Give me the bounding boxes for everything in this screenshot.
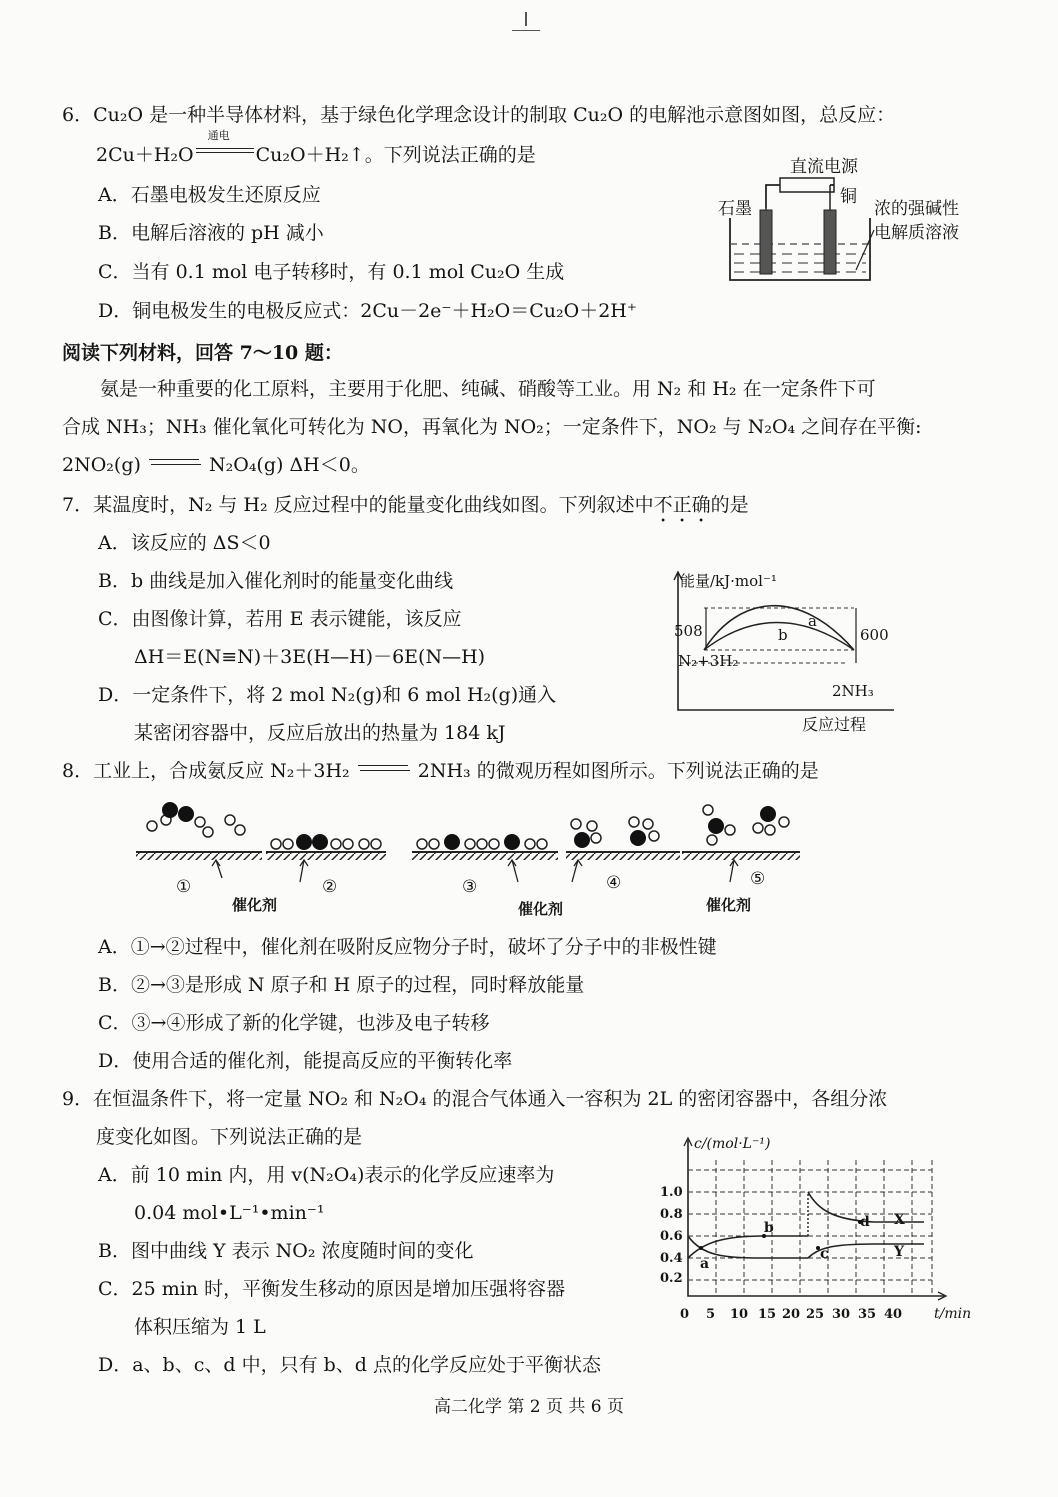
q9-curve-x-label: X — [894, 1212, 905, 1228]
q8-option-b: B．②→③是形成 N 原子和 H 原子的过程，同时释放能量 — [98, 974, 585, 996]
q9-xtick-30: 30 — [832, 1307, 851, 1322]
step-label-3: ③ — [462, 877, 478, 897]
q7-option-b: B．b 曲线是加入催化剂时的能量变化曲线 — [98, 570, 454, 592]
step-label-2: ② — [322, 877, 338, 897]
q7-label-600: 600 — [860, 626, 889, 644]
equilibrium-arrow — [147, 456, 203, 470]
q6-electrolysis-figure — [700, 148, 990, 288]
step2-adsorbed — [271, 834, 381, 850]
q9-concentration-figure — [654, 1130, 984, 1330]
q8-option-a: A．①→②过程中，催化剂在吸附反应物分子时，破坏了分子中的非极性键 — [98, 936, 717, 958]
q9-option-b: B．图中曲线 Y 表示 NO₂ 浓度随时间的变化 — [98, 1240, 474, 1262]
q9-stem-line1: 9．在恒温条件下，将一定量 NO₂ 和 N₂O₄ 的混合气体通入一容积为 2L 的密闭容器中，各组分浓 — [62, 1088, 888, 1110]
step1-molecules — [147, 802, 245, 837]
q9-ytick-10: 1.0 — [660, 1185, 683, 1200]
q9-curve-y-label: Y — [894, 1244, 904, 1260]
q9-point-c: c — [820, 1246, 829, 1262]
copper-electrode — [824, 210, 836, 274]
q9-axes — [688, 1140, 944, 1296]
power-source-box — [780, 178, 834, 192]
q6-graphite-label: 石墨 — [718, 199, 752, 219]
step-label-4: ④ — [606, 873, 622, 893]
q6-electrolyte-label-1: 浓的强碱性 — [874, 199, 959, 219]
q9-curve-y-part1 — [688, 1236, 808, 1258]
q6-option-d: D．铜电极发生的电极反应式：2Cu－2e⁻＋H₂O＝Cu₂O＋2H⁺ — [98, 300, 637, 322]
q6-option-a: A．石墨电极发生还原反应 — [98, 184, 321, 206]
q6-option-c: C．当有 0.1 mol 电子转移时，有 0.1 mol Cu₂O 生成 — [98, 261, 565, 283]
q7-xlabel: 反应过程 — [802, 715, 867, 734]
reading-eq-lhs: 2NO₂(g) — [62, 454, 141, 476]
q9-option-c: C．25 min 时，平衡发生移动的原因是增加压强将容器 — [98, 1278, 566, 1300]
q6-option-b: B．电解后溶液的 pH 减小 — [98, 222, 324, 244]
binding-mark — [512, 8, 540, 31]
q9-xtick-35: 35 — [858, 1307, 877, 1322]
q7-option-d-cont: 某密闭容器中，反应后放出的热量为 184 kJ — [134, 722, 506, 744]
q7-option-c: C．由图像计算，若用 E 表示键能，该反应 — [98, 608, 462, 630]
q6-eq-arrow — [194, 129, 256, 163]
q6-stem-line1: 6．Cu₂O 是一种半导体材料，基于绿色化学理念设计的制取 Cu₂O 的电解池示意图如图，总反应： — [62, 104, 896, 126]
q7-option-c-cont: ΔH＝E(N≡N)＋3E(H—H)－6E(N—H) — [134, 646, 486, 668]
q7-product: 2NH₃ — [832, 682, 874, 700]
reading-para-line3 — [62, 452, 370, 478]
q7-stem — [62, 492, 749, 527]
q7-option-d: D．一定条件下，将 2 mol N₂(g)和 6 mol H₂(g)通入 — [98, 684, 557, 706]
catalyst-surfaces — [136, 852, 800, 860]
q8-option-c: C．③→④形成了新的化学键，也涉及电子转移 — [98, 1012, 490, 1034]
q9-ytick-06: 0.6 — [660, 1229, 683, 1244]
catalyst-label-2: 催化剂 — [518, 900, 564, 918]
step5-nh3-desorbed — [703, 805, 789, 845]
q8-stem-end: 2NH₃ 的微观历程如图所示。下列说法正确的是 — [417, 760, 819, 782]
q9-xtick-10: 10 — [730, 1307, 749, 1322]
q9-ylabel: c/(mol·L⁻¹) — [694, 1136, 771, 1152]
q6-eq-lhs: 2Cu＋H₂O — [96, 144, 194, 166]
q7-stem-emphasis: 不正确 — [653, 494, 711, 516]
q9-option-a: A．前 10 min 内，用 v(N₂O₄)表示的化学反应速率为 — [98, 1164, 555, 1186]
reading-para-line1: 氨是一种重要的化工原料，主要用于化肥、纯碱、硝酸等工业。用 N₂ 和 H₂ 在一定条件下可 — [100, 378, 876, 400]
q9-xlabel: t/min — [934, 1306, 972, 1322]
q6-copper-label: 铜 — [840, 187, 857, 207]
q9-xtick-0: 0 — [680, 1307, 690, 1322]
q6-electrolyte-label-2: 电解质溶液 — [874, 223, 959, 243]
step-label-5: ⑤ — [750, 869, 766, 889]
catalyst-label-1: 催化剂 — [232, 896, 278, 914]
q7-option-a: A．该反应的 ΔS＜0 — [98, 532, 271, 554]
q7-ylabel: 能量/kJ·mol⁻¹ — [680, 572, 777, 590]
catalyst-label-3: 催化剂 — [706, 896, 752, 914]
q9-point-a: a — [700, 1256, 710, 1272]
q9-point-b: b — [764, 1220, 774, 1236]
q7-curve-b-label: b — [778, 626, 788, 644]
reading-eq-rhs: N₂O₄(g) ΔH＜0。 — [209, 454, 370, 476]
q6-power-label: 直流电源 — [790, 157, 858, 177]
q9-ytick-02: 0.2 — [660, 1271, 683, 1286]
q7-energy-figure — [668, 566, 908, 736]
q9-ytick-08: 0.8 — [660, 1207, 683, 1222]
q9-option-a-cont: 0.04 mol•L⁻¹•min⁻¹ — [134, 1202, 325, 1224]
q9-xtick-20: 20 — [782, 1307, 801, 1322]
step3-atoms — [417, 834, 547, 850]
q6-eq-condition: 通电 — [207, 129, 230, 142]
q9-stem-line2: 度变化如图。下列说法正确的是 — [96, 1126, 363, 1148]
q9-option-d: D．a、b、c、d 中，只有 b、d 点的化学反应处于平衡状态 — [98, 1354, 601, 1376]
q7-label-508: 508 — [674, 622, 703, 640]
q7-curve-a-label: a — [808, 612, 817, 630]
step4-nh3-adsorbed — [571, 817, 659, 848]
q7-stem-text: 7．某温度时，N₂ 与 H₂ 反应过程中的能量变化曲线如图。下列叙述中 — [62, 494, 654, 516]
page-footer: 高二化学 第 2 页 共 6 页 — [433, 1397, 625, 1417]
q8-stem-text: 8．工业上，合成氨反应 N₂＋3H₂ — [62, 760, 350, 782]
q9-curve-x-part1 — [688, 1236, 808, 1258]
q8-equilibrium-arrow — [356, 762, 412, 776]
reading-title: 阅读下列材料，回答 7～10 题： — [62, 342, 343, 364]
q9-ytick-04: 0.4 — [660, 1251, 683, 1266]
q9-option-c-cont: 体积压缩为 1 L — [134, 1316, 266, 1338]
q6-stem-line2 — [96, 129, 536, 168]
q9-xtick-40: 40 — [884, 1307, 903, 1322]
q9-point-d: d — [860, 1214, 870, 1230]
q7-reactants: N₂+3H₂ — [678, 652, 739, 670]
q6-eq-rhs: Cu₂O＋H₂↑。下列说法正确的是 — [255, 144, 536, 166]
graphite-electrode — [760, 210, 772, 274]
q7-stem-end: 的是 — [710, 494, 749, 516]
q9-xtick-15: 15 — [758, 1307, 777, 1322]
step-label-1: ① — [176, 877, 192, 897]
q8-option-d: D．使用合适的催化剂，能提高反应的平衡转化率 — [98, 1050, 513, 1072]
electrolytic-cell — [730, 218, 870, 280]
q9-xtick-25: 25 — [806, 1307, 825, 1322]
q8-mechanism-figure — [130, 798, 820, 918]
reading-para-line2: 合成 NH₃；NH₃ 催化氧化可转化为 NO，再氧化为 NO₂；一定条件下，NO₂ 与 N₂O₄ 之间存在平衡: — [62, 416, 922, 438]
q8-stem — [62, 758, 819, 784]
q9-xtick-5: 5 — [706, 1307, 716, 1322]
